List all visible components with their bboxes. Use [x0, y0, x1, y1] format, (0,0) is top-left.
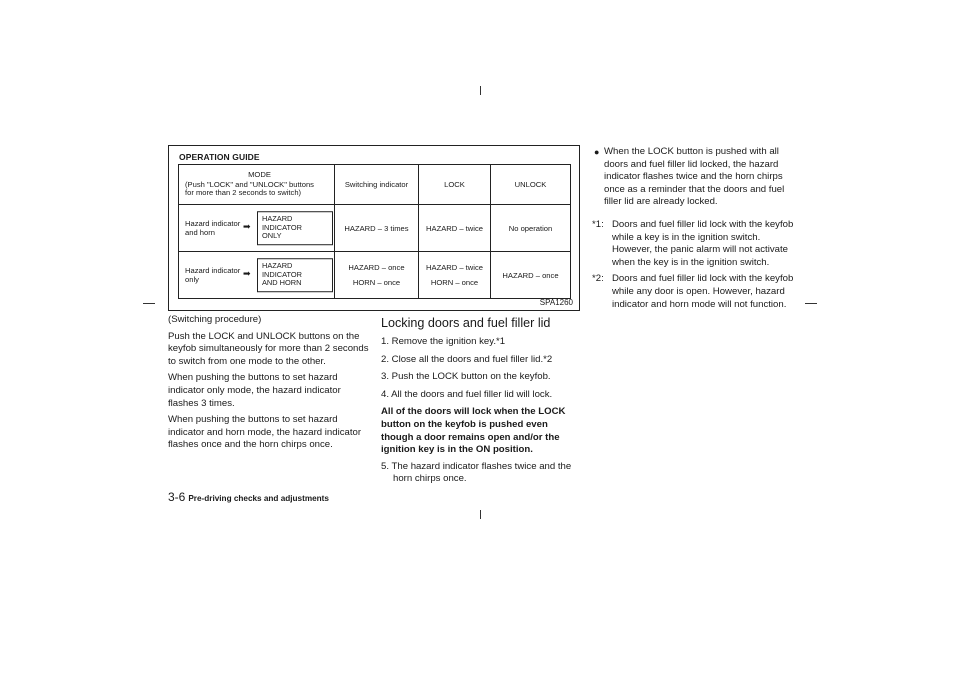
- paragraph: When pushing the buttons to set hazard indicator and horn mode, the hazard indicator flashes once and the horn chirps once.: [168, 414, 362, 451]
- bullet-text: When the LOCK button is pushed with all doors and fuel filler lid locked, the hazard indicator flashes twice and the horn chirps once as a reminder that the doors and fuel filler lid are already locked.: [604, 146, 785, 208]
- paragraph: When pushing the buttons to set hazard indicator only mode, the hazard indicator flashes 3 times.: [168, 372, 341, 409]
- subheading-switching-procedure: (Switching procedure): [168, 314, 262, 325]
- box-line: HAZARD INDICATOR: [262, 214, 302, 232]
- lock-cell: [419, 252, 491, 299]
- page-number: 3-6: [168, 490, 186, 504]
- mode-word: MODE: [248, 169, 271, 179]
- footnote-item: [592, 273, 796, 311]
- target-mode-box: [257, 211, 333, 245]
- unlock-cell: HAZARD – once: [491, 252, 571, 299]
- current-mode-label: [185, 266, 240, 284]
- mode-header-cell: [179, 165, 335, 205]
- footnote-mark: *2:: [592, 273, 604, 285]
- lock-cell: HAZARD – twice: [419, 205, 491, 252]
- column-header-lock: LOCK: [419, 165, 491, 205]
- operation-guide-figure: [168, 145, 580, 311]
- bullet-item: [592, 146, 796, 209]
- cell-line: HORN – once: [430, 278, 479, 287]
- step-item: 4. All the doors and fuel filler lid will lock.: [381, 388, 553, 400]
- paragraph: Push the LOCK and UNLOCK buttons on the keyfob simultaneously for more than 2 seconds to switch from one mode to the other.: [168, 330, 369, 367]
- bullet-dot-icon: ●: [594, 147, 600, 157]
- box-line: AND HORN: [262, 278, 302, 288]
- right-column: [592, 146, 796, 315]
- footnote-mark: *1:: [592, 218, 604, 230]
- crop-mark-left: [143, 303, 155, 304]
- footnote-text: Doors and fuel filler lid lock with the keyfob while a key is in the ignition switch. However, the panic alarm will not activate when the key is in the ignition switch.: [612, 218, 794, 268]
- box-line: ONLY: [262, 231, 282, 241]
- column-header-unlock: UNLOCK: [491, 165, 571, 205]
- unlock-cell: No operation: [491, 205, 571, 252]
- footnote-item: [592, 219, 796, 269]
- column-header-switching: Switching indicator: [335, 165, 419, 205]
- arrow-right-icon: ➡: [243, 268, 251, 279]
- mode-instruction-line: (Push "LOCK" and "UNLOCK" buttons: [185, 179, 314, 189]
- bold-warning-note: All of the doors will lock when the LOCK button on the keyfob is pushed even though a door remains open and/or the ignition key is in the ON position.: [381, 406, 566, 456]
- box-line: HAZARD INDICATOR: [262, 261, 302, 279]
- arrow-right-icon: ➡: [243, 221, 251, 232]
- crop-mark-bottom: [480, 510, 481, 519]
- label-line: Hazard indicator: [185, 265, 241, 275]
- middle-column: [381, 316, 581, 491]
- label-line: Hazard indicator: [185, 218, 241, 228]
- step-item: 1. Remove the ignition key.*1: [381, 336, 506, 347]
- footnote-text: Doors and fuel filler lid lock with the keyfob while any door is open. However, hazard indicator and horn mode will not function.: [612, 273, 794, 310]
- label-line: and horn: [185, 228, 215, 237]
- section-title: Pre-driving checks and adjustments: [188, 494, 329, 503]
- figure-title: OPERATION GUIDE: [179, 152, 260, 162]
- switching-cell: HAZARD – 3 times: [335, 205, 419, 252]
- cell-line: HAZARD – twice: [426, 262, 483, 272]
- mode-cell: [179, 205, 335, 252]
- table-row: [179, 205, 571, 252]
- crop-mark-right: [805, 303, 817, 304]
- switching-cell: [335, 252, 419, 299]
- step-item: 3. Push the LOCK button on the keyfob.: [381, 371, 551, 383]
- table-row: [179, 252, 571, 299]
- current-mode-label: [185, 219, 240, 237]
- section-heading: Locking doors and fuel filler lid: [381, 316, 551, 330]
- mode-instruction-line: for more than 2 seconds to switch): [185, 188, 302, 198]
- label-line: only: [185, 275, 199, 284]
- mode-cell: [179, 252, 335, 299]
- table-header-row: [179, 165, 571, 205]
- step-item: 5. The hazard indicator flashes twice and the horn chirps once.: [381, 460, 572, 485]
- figure-code: SPA1260: [539, 298, 573, 307]
- left-column: [168, 314, 370, 456]
- target-mode-box: [257, 258, 333, 292]
- step-item: 2. Close all the doors and fuel filler lid.*2: [381, 353, 553, 365]
- crop-mark-top: [480, 86, 481, 95]
- cell-line: HAZARD – once: [348, 262, 405, 272]
- operation-guide-table: [178, 164, 571, 299]
- cell-line: HORN – once: [352, 278, 401, 287]
- page-footer: [168, 488, 329, 506]
